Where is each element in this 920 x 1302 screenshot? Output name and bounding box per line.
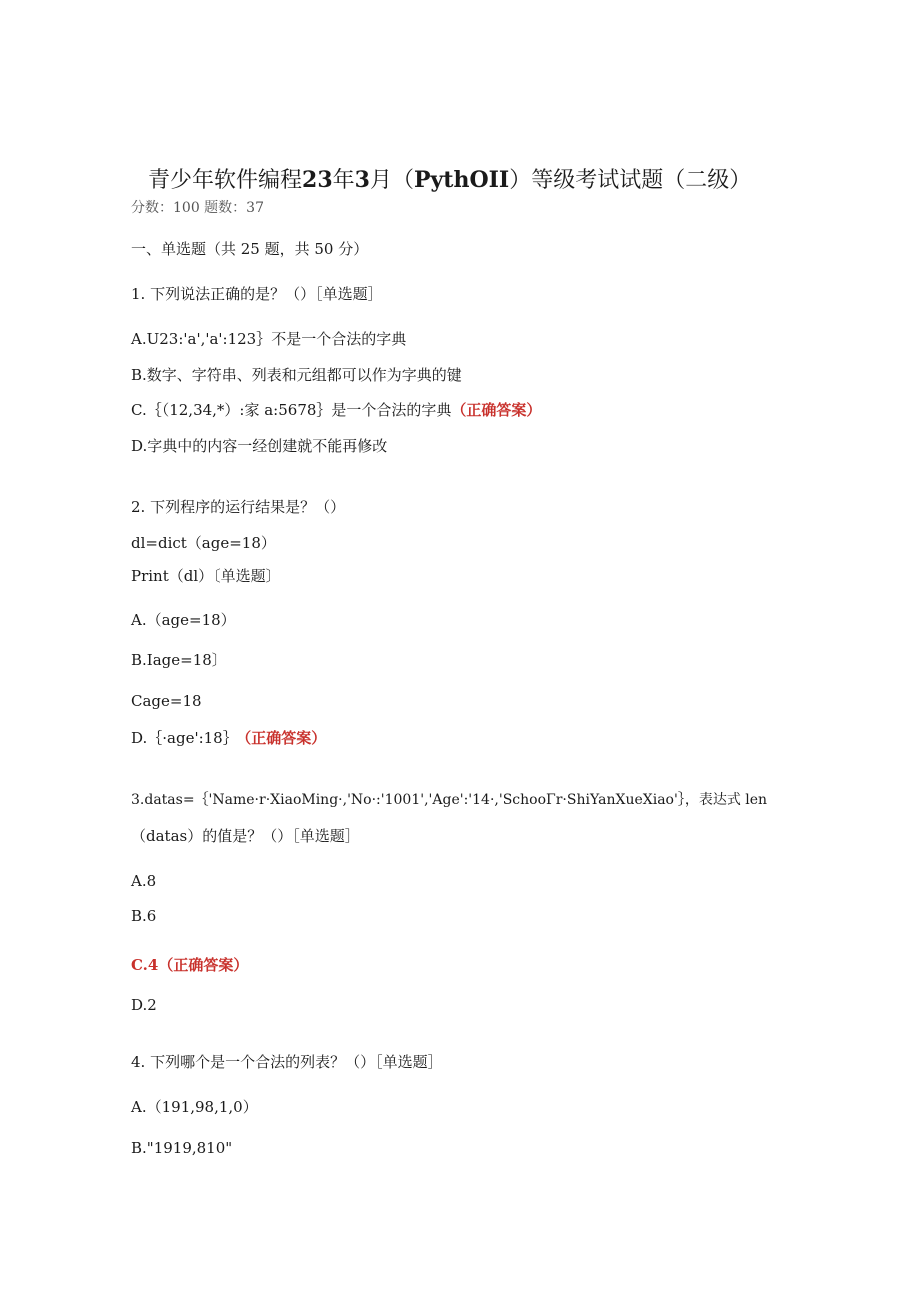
question-4-option-b: B."1919,810" [131, 1139, 233, 1157]
question-2-option-b: B.Iage=18〕 [131, 651, 227, 669]
question-1-option-c: C.｛（12,34,*）:家 a:5678｝是一个合法的字典（正确答案） [131, 401, 542, 419]
question-3-option-d: D.2 [131, 996, 157, 1014]
question-1-option-b: B.数字、字符串、列表和元组都可以作为字典的键 [131, 366, 462, 384]
section-heading: 一、单选题（共 25 题，共 50 分） [131, 240, 369, 258]
question-3-option-a: A.8 [131, 872, 157, 890]
page-title: 青少年软件编程23年3月（PythOII）等级考试试题（二级） [148, 167, 752, 193]
question-1-option-a: A.U23:'a','a':123｝不是一个合法的字典 [131, 330, 407, 348]
question-4-stem: 4. 下列哪个是一个合法的列表？（）［单选题］ [131, 1053, 443, 1071]
correct-answer-marker: （正确答案） [451, 401, 542, 419]
question-3-stem-line-2: （datas）的值是？（）［单选题］ [131, 827, 360, 845]
question-4-option-a: A.（191,98,1,0） [131, 1098, 258, 1116]
question-2-stem: 2. 下列程序的运行结果是？（） [131, 498, 346, 516]
question-2-option-a: A.（age=18） [131, 611, 236, 629]
question-2-option-d: D.｛·age':18｝ （正确答案） [131, 729, 327, 747]
question-2-code-line-1: dl=dict（age=18） [131, 534, 276, 552]
question-3-stem-line-1: 3.datas=｛'Name·r·XiaoMing·,'No·:'1001','Age':'14·,'SchooΓr·ShiYanXueXiao'｝，表达式 len [131, 792, 768, 808]
correct-answer-marker: （正确答案） [243, 729, 327, 747]
question-1-option-d: D.字典中的内容一经创建就不能再修改 [131, 437, 388, 455]
question-3-option-b: B.6 [131, 907, 157, 925]
correct-answer-marker: （正确答案） [158, 956, 249, 974]
question-2-code-line-2: Print（dl）〔单选题〕 [131, 567, 281, 585]
score-info: 分数：100 题数：37 [131, 200, 264, 216]
question-2-option-c: Cage=18 [131, 692, 202, 710]
question-1-stem: 1. 下列说法正确的是？（）［单选题］ [131, 285, 383, 303]
question-3-option-c: C.4（正确答案） [131, 956, 249, 974]
